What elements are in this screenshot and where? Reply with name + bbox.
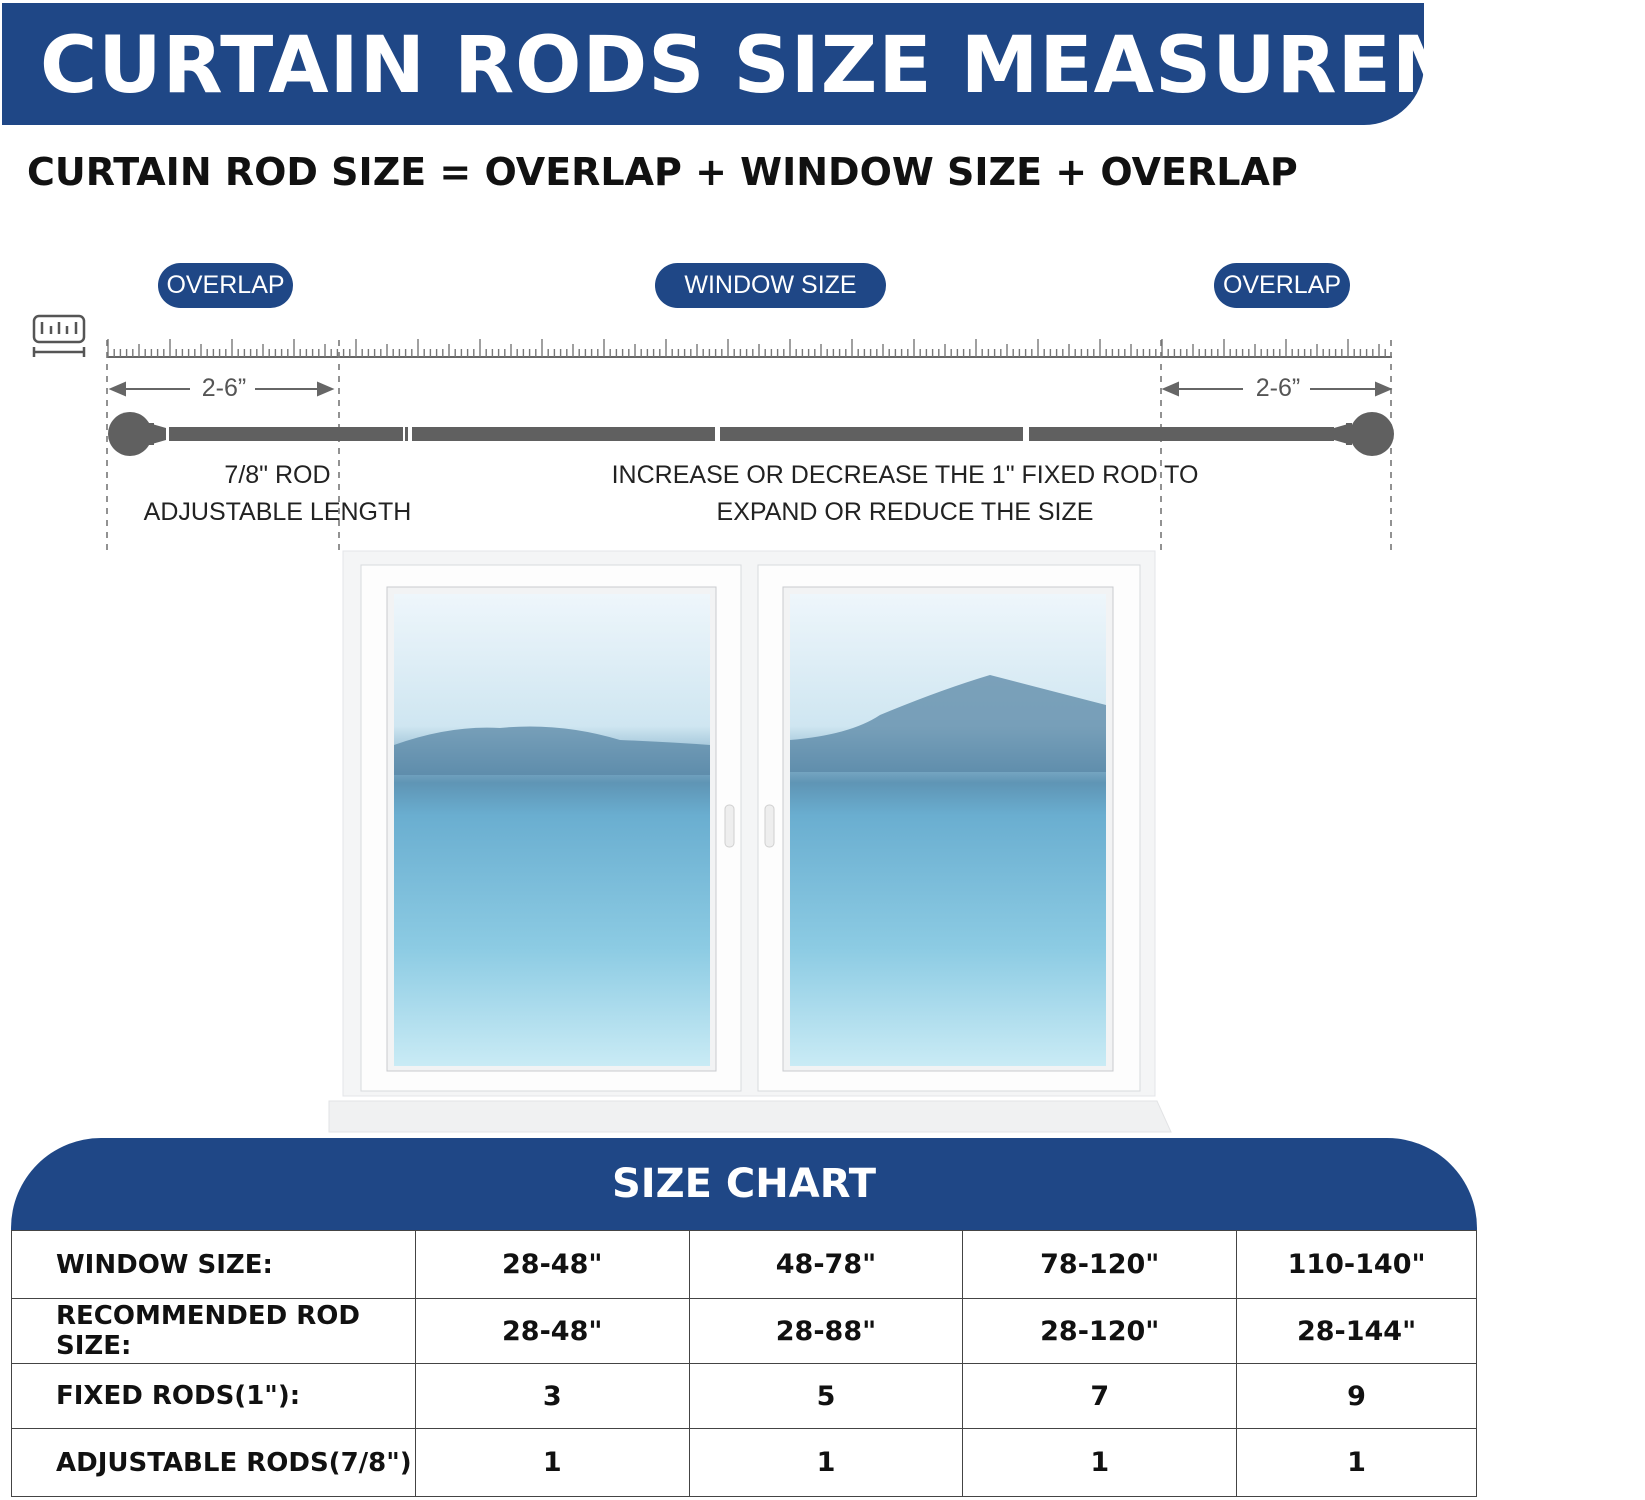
curtain-rod <box>108 412 1394 456</box>
fixed-rod-note <box>600 457 1210 531</box>
table-cell: 7 <box>963 1364 1237 1429</box>
overlap-right-range: 2-6” <box>1255 374 1301 402</box>
table-cell: 48-78" <box>689 1231 963 1299</box>
table-cell: 28-48" <box>415 1231 689 1299</box>
table-cell: 5 <box>689 1364 963 1429</box>
table-cell: 78-120" <box>963 1231 1237 1299</box>
table-cell: 28-88" <box>689 1299 963 1364</box>
row-header-rod-size: RECOMMENDED ROD SIZE: <box>12 1299 416 1364</box>
table-cell: 110-140" <box>1237 1231 1477 1299</box>
table-cell: 1 <box>963 1429 1237 1497</box>
size-chart <box>11 1138 1477 1496</box>
table-cell: 28-120" <box>963 1299 1237 1364</box>
measuring-ruler <box>107 339 1392 357</box>
window-size-pill: WINDOW SIZE <box>655 263 886 308</box>
row-header-fixed-rods: FIXED RODS(1"): <box>12 1364 416 1429</box>
table-cell: 1 <box>415 1429 689 1497</box>
rod-finial-right <box>1350 412 1394 456</box>
fixed-note-line-1: INCREASE OR DECREASE THE 1" FIXED ROD TO <box>611 461 1199 489</box>
fixed-note-line-2: EXPAND OR REDUCE THE SIZE <box>716 498 1094 526</box>
adjustable-note-line-2: ADJUSTABLE LENGTH <box>143 498 412 526</box>
table-row <box>12 1429 1477 1497</box>
table-cell: 28-48" <box>415 1299 689 1364</box>
fixed-rod-1 <box>412 427 715 441</box>
window-illustration <box>329 551 1171 1132</box>
overlap-right-pill: OVERLAP <box>1214 263 1350 308</box>
table-cell: 1 <box>1237 1429 1477 1497</box>
table-row <box>12 1299 1477 1364</box>
table-row <box>12 1231 1477 1299</box>
page-title: CURTAIN RODS SIZE MEASUREMENT <box>40 21 1645 111</box>
overlap-arrows <box>111 383 1390 395</box>
ruler-icon <box>34 316 84 357</box>
rod-finial-left <box>108 412 152 456</box>
row-header-adjustable-rods: ADJUSTABLE RODS(7/8") <box>12 1429 416 1497</box>
adjustable-rod-left <box>169 427 403 441</box>
table-cell: 3 <box>415 1364 689 1429</box>
table-cell: 9 <box>1237 1364 1477 1429</box>
overlap-left-range: 2-6” <box>201 374 247 402</box>
size-chart-table <box>11 1230 1477 1497</box>
overlap-left-pill: OVERLAP <box>158 263 293 308</box>
fixed-rod-2 <box>720 427 1023 441</box>
table-row <box>12 1364 1477 1429</box>
table-cell: 28-144" <box>1237 1299 1477 1364</box>
adjustable-rod-note <box>130 457 425 531</box>
size-chart-title: SIZE CHART <box>11 1138 1477 1230</box>
table-cell: 1 <box>689 1429 963 1497</box>
fixed-rod-3 <box>1029 427 1334 441</box>
adjustable-note-line-1: 7/8" ROD <box>224 461 331 489</box>
row-header-window-size: WINDOW SIZE: <box>12 1231 416 1299</box>
formula-text: CURTAIN ROD SIZE = OVERLAP + WINDOW SIZE + OVERLAP <box>27 150 1298 194</box>
